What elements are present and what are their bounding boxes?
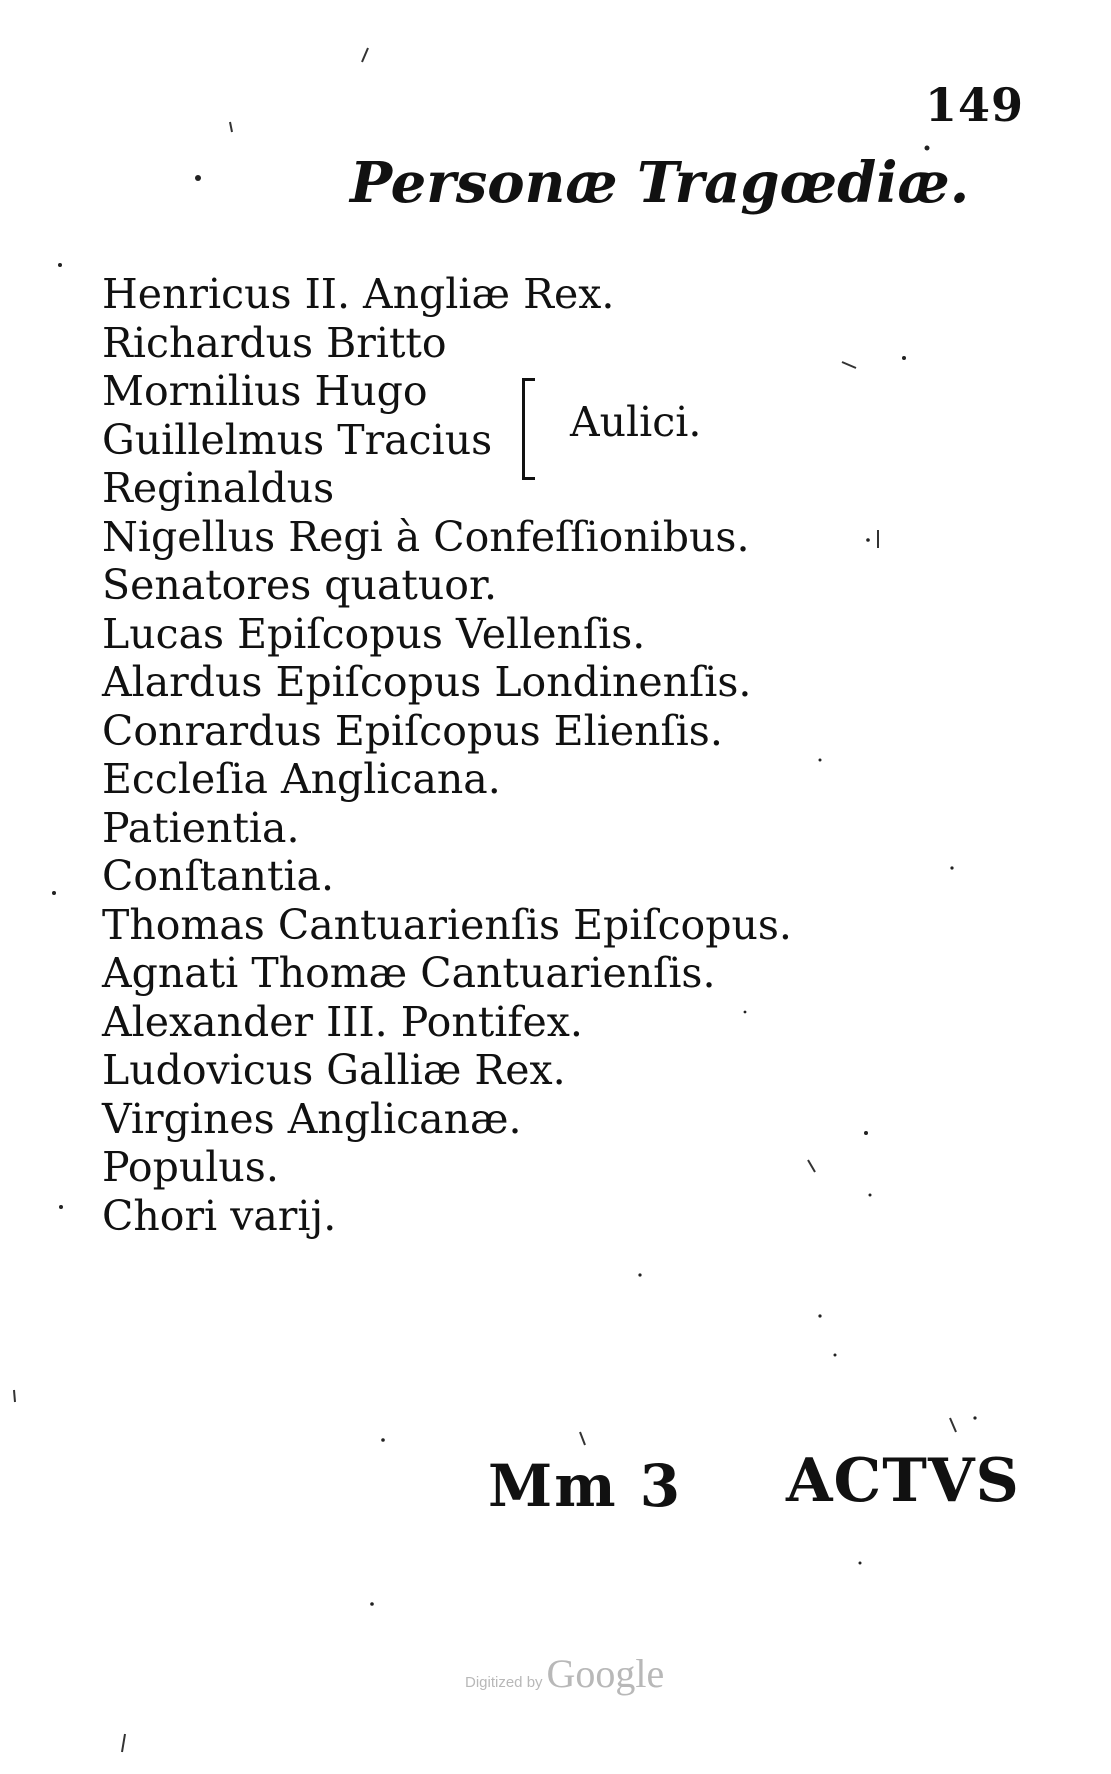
- list-item: Senatores quatuor.: [102, 561, 498, 609]
- list-item: Conſtantia.: [102, 852, 335, 900]
- list-item: Thomas Cantuarienſis Epiſcopus.: [102, 900, 792, 949]
- watermark-prefix: Digitized by: [465, 1674, 543, 1691]
- list-item: Chori varij.: [102, 1191, 337, 1240]
- list-item: Virgines Anglicanæ.: [102, 1094, 522, 1143]
- bracket-label: Aulici.: [570, 398, 702, 446]
- catchword: ACTVS: [786, 1446, 1020, 1516]
- list-item: Mornilius Hugo: [102, 367, 428, 415]
- list-item: Agnati Thomæ Cantuarienſis.: [102, 949, 716, 997]
- list-item: Richardus Britto: [102, 318, 447, 367]
- list-item: Nigellus Regi à Confeſſionibus.: [102, 512, 750, 561]
- signature-mark: Mm 3: [488, 1452, 683, 1520]
- list-item: Alexander III. Pontifex.: [102, 997, 583, 1046]
- list-item: Reginaldus: [102, 464, 335, 512]
- list-item: Patientia.: [102, 803, 300, 852]
- list-item: Henricus II. Angliæ Rex.: [102, 270, 615, 318]
- page-number: 149: [925, 78, 1025, 132]
- bracket-mark: [522, 378, 535, 480]
- list-item: Alardus Epiſcopus Londinenſis.: [102, 658, 752, 706]
- list-item: Populus.: [102, 1143, 279, 1191]
- list-item: Lucas Epiſcopus Vellenſis.: [102, 609, 646, 658]
- list-item: Conrardus Epiſcopus Elienſis.: [102, 706, 723, 755]
- list-item: Ludovicus Galliæ Rex.: [102, 1046, 566, 1094]
- watermark-brand: Google: [546, 1651, 665, 1696]
- list-item: Eccleſia Anglicana.: [102, 755, 501, 803]
- list-item: Guillelmus Tracius: [102, 415, 493, 464]
- digitized-watermark: [465, 1650, 664, 1697]
- page-title: Personæ Tragœdiæ.: [350, 150, 970, 216]
